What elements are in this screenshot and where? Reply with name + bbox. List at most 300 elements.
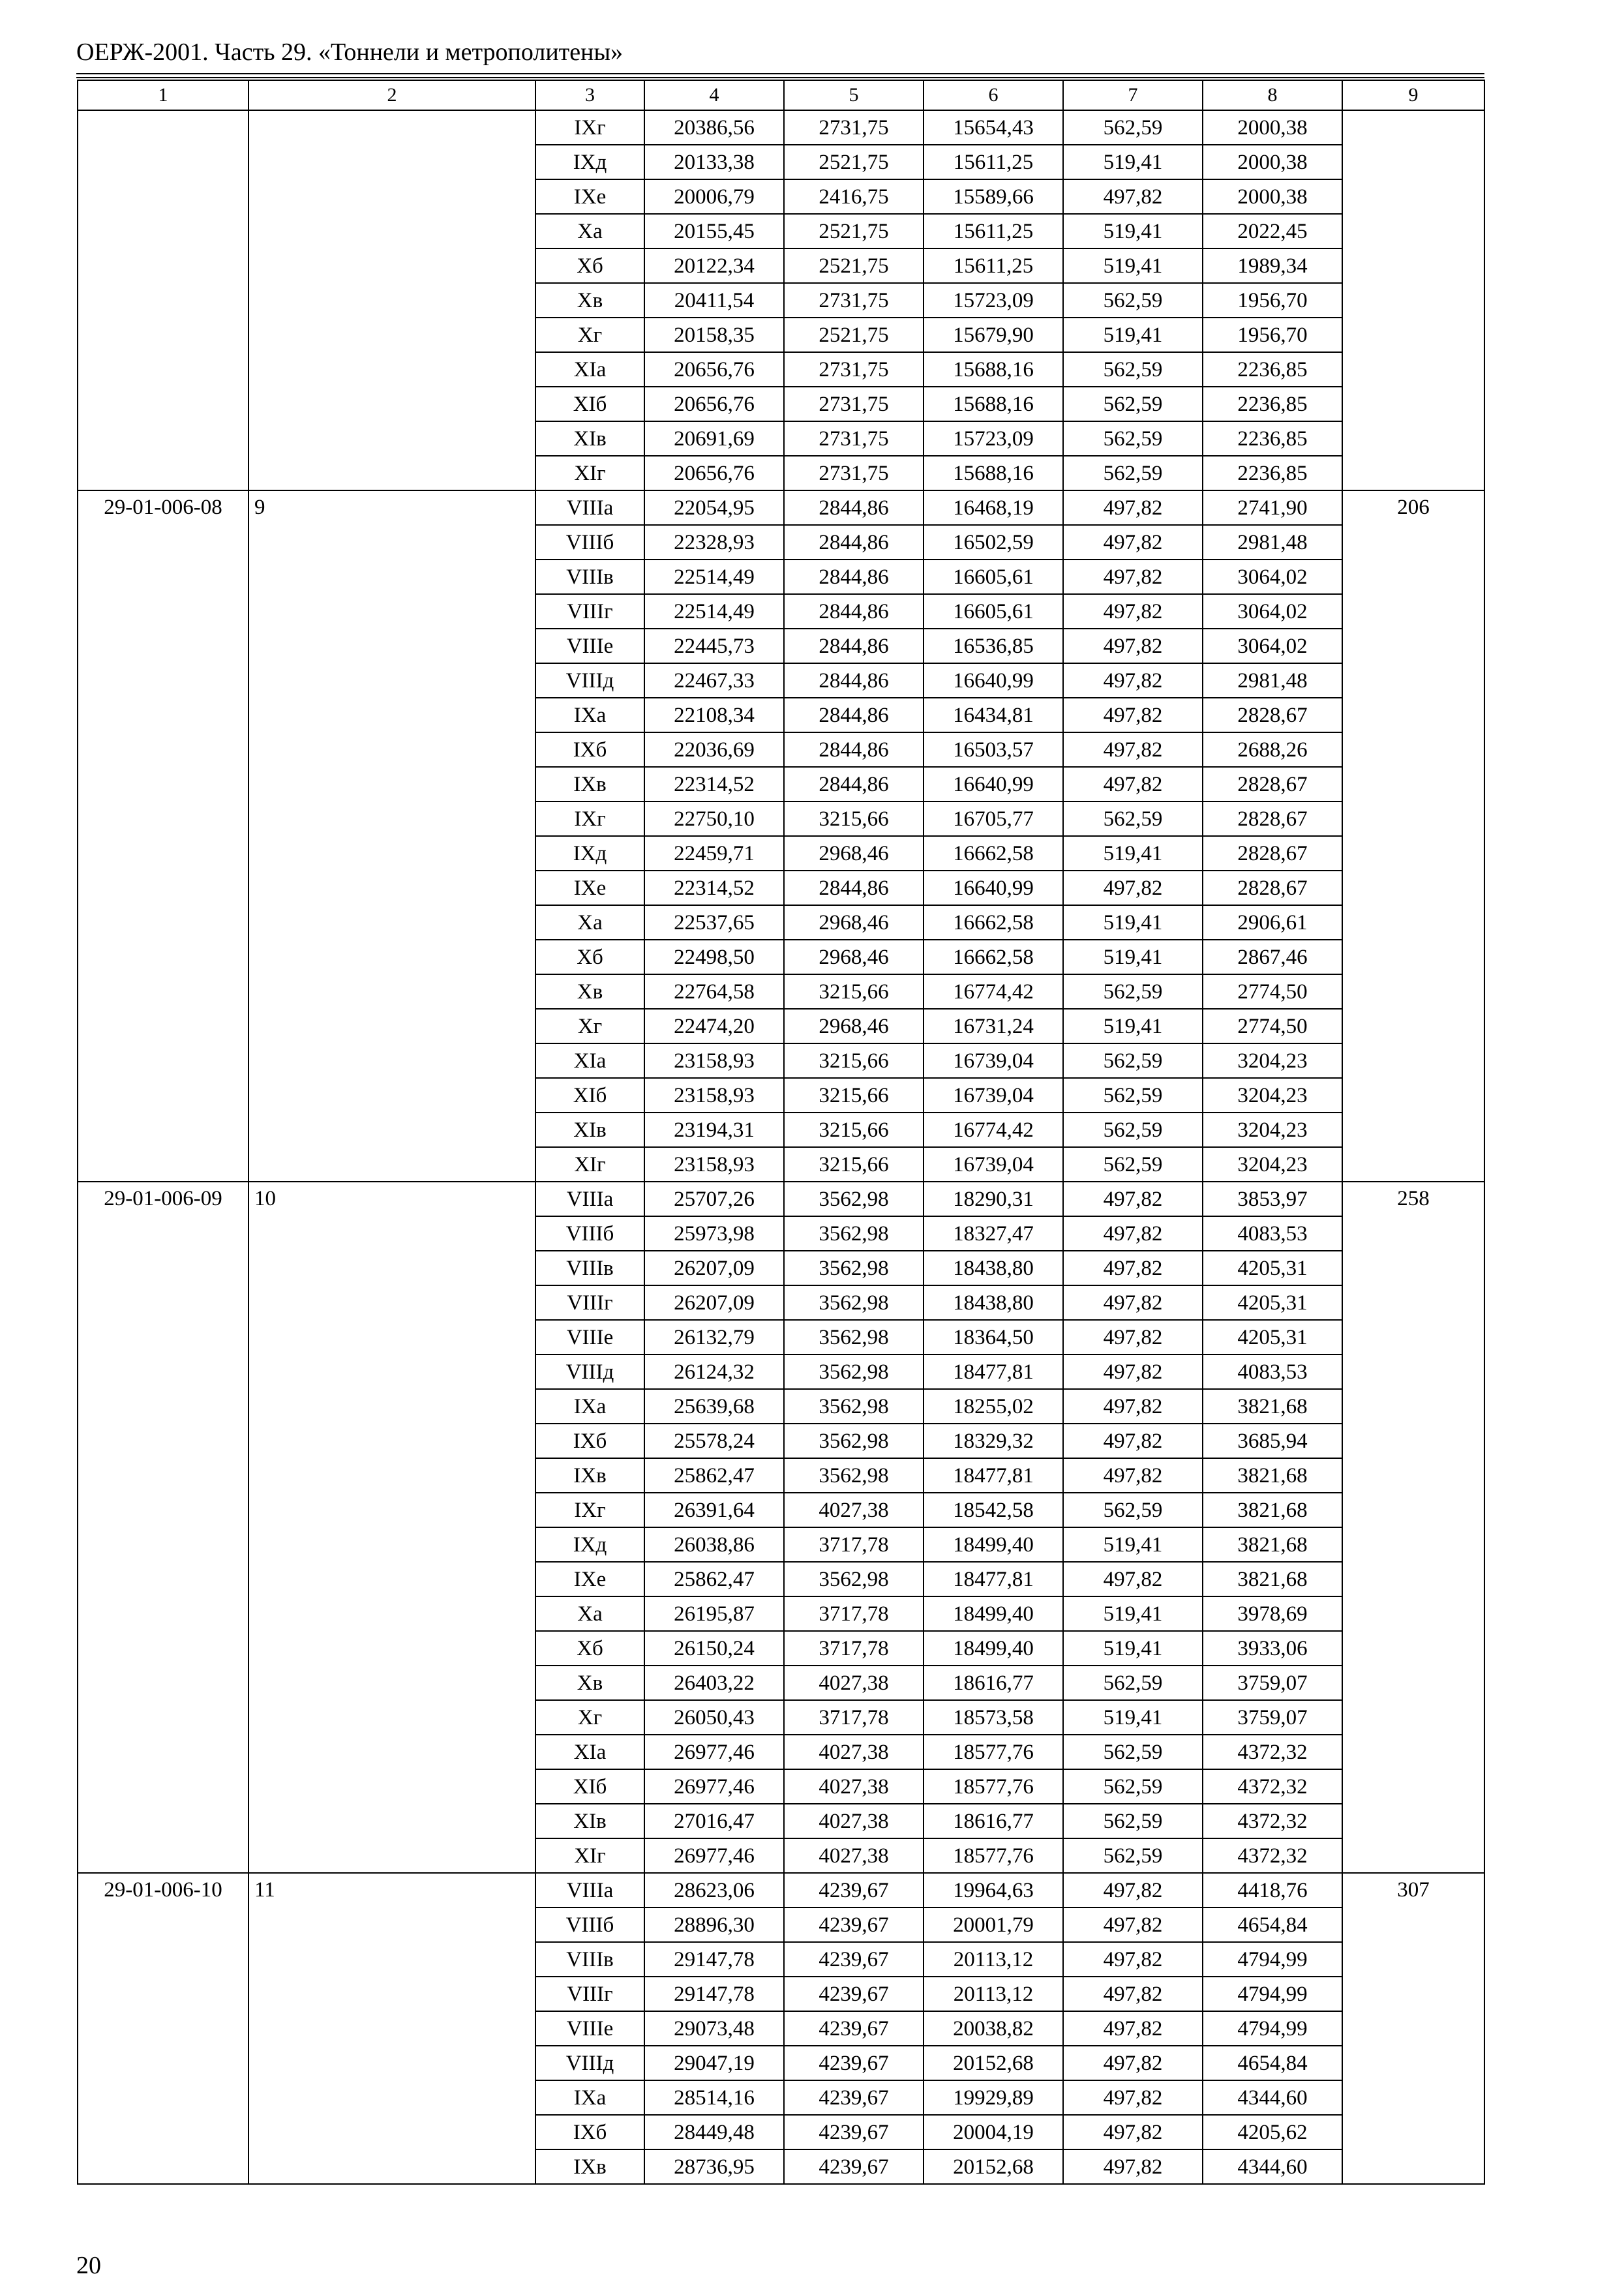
total-cost-cell: 22537,65	[644, 905, 784, 940]
total-cost-cell: 28896,30	[644, 1908, 784, 1942]
materials-cell: 4794,99	[1203, 1977, 1342, 2011]
operators-wages-cell: 497,82	[1063, 1354, 1203, 1389]
machines-cell: 16536,85	[924, 629, 1063, 663]
materials-cell: 2828,67	[1203, 871, 1342, 905]
machines-cell: 20038,82	[924, 2011, 1063, 2046]
category-cell: XIб	[535, 1078, 644, 1113]
wages-cell: 2968,46	[784, 836, 924, 871]
page-number: 20	[76, 2252, 101, 2279]
wages-cell: 3562,98	[784, 1285, 924, 1320]
machines-cell: 16774,42	[924, 974, 1063, 1009]
machines-cell: 18499,40	[924, 1631, 1063, 1666]
operators-wages-cell: 497,82	[1063, 698, 1203, 732]
wages-cell: 3562,98	[784, 1216, 924, 1251]
materials-cell: 3064,02	[1203, 560, 1342, 594]
materials-cell: 4083,53	[1203, 1216, 1342, 1251]
materials-cell: 2828,67	[1203, 767, 1342, 801]
column-2-cell	[248, 110, 535, 490]
machines-cell: 18577,76	[924, 1735, 1063, 1769]
wages-cell: 2416,75	[784, 179, 924, 214]
wages-cell: 2844,86	[784, 560, 924, 594]
column-number-5: 5	[784, 80, 924, 110]
materials-cell: 4418,76	[1203, 1873, 1342, 1908]
category-cell: VIIIб	[535, 1216, 644, 1251]
total-cost-cell: 26124,32	[644, 1354, 784, 1389]
operators-wages-cell: 497,82	[1063, 2011, 1203, 2046]
table-row	[78, 1873, 1484, 1908]
wages-cell: 4239,67	[784, 2080, 924, 2115]
machines-cell: 16662,58	[924, 905, 1063, 940]
wages-cell: 2731,75	[784, 421, 924, 456]
wages-cell: 3717,78	[784, 1700, 924, 1735]
total-cost-cell: 28623,06	[644, 1873, 784, 1908]
materials-cell: 2906,61	[1203, 905, 1342, 940]
wages-cell: 4027,38	[784, 1769, 924, 1804]
materials-cell: 4794,99	[1203, 2011, 1342, 2046]
category-cell: XIа	[535, 1043, 644, 1078]
machines-cell: 18477,81	[924, 1354, 1063, 1389]
category-cell: IXв	[535, 767, 644, 801]
wages-cell: 2731,75	[784, 387, 924, 421]
wages-cell: 3215,66	[784, 801, 924, 836]
operators-wages-cell: 562,59	[1063, 283, 1203, 318]
materials-cell: 3978,69	[1203, 1596, 1342, 1631]
wages-cell: 2844,86	[784, 767, 924, 801]
wages-cell: 3717,78	[784, 1596, 924, 1631]
machines-cell: 18290,31	[924, 1182, 1063, 1216]
operators-wages-cell: 497,82	[1063, 1977, 1203, 2011]
category-cell: Xг	[535, 318, 644, 352]
operators-wages-cell: 497,82	[1063, 629, 1203, 663]
category-cell: Xа	[535, 1596, 644, 1631]
machines-cell: 16662,58	[924, 836, 1063, 871]
total-cost-cell: 26132,79	[644, 1320, 784, 1354]
total-cost-cell: 25707,26	[644, 1182, 784, 1216]
materials-cell: 3064,02	[1203, 594, 1342, 629]
materials-cell: 3685,94	[1203, 1424, 1342, 1458]
machines-cell: 19964,63	[924, 1873, 1063, 1908]
category-cell: XIб	[535, 1769, 644, 1804]
wages-cell: 4239,67	[784, 2115, 924, 2149]
operators-wages-cell: 519,41	[1063, 905, 1203, 940]
total-cost-cell: 26977,46	[644, 1735, 784, 1769]
materials-cell: 3853,97	[1203, 1182, 1342, 1216]
wages-cell: 2844,86	[784, 594, 924, 629]
machines-cell: 20113,12	[924, 1977, 1063, 2011]
category-cell: VIIIа	[535, 490, 644, 525]
total-cost-cell: 27016,47	[644, 1804, 784, 1838]
wages-cell: 3562,98	[784, 1182, 924, 1216]
operators-wages-cell: 497,82	[1063, 1216, 1203, 1251]
materials-cell: 4205,31	[1203, 1285, 1342, 1320]
machines-cell: 20113,12	[924, 1942, 1063, 1977]
machines-cell: 16640,99	[924, 871, 1063, 905]
operators-wages-cell: 519,41	[1063, 1527, 1203, 1562]
operators-wages-cell: 497,82	[1063, 767, 1203, 801]
category-cell: IXв	[535, 2149, 644, 2184]
materials-cell: 2828,67	[1203, 836, 1342, 871]
category-cell: Xв	[535, 1666, 644, 1700]
operators-wages-cell: 497,82	[1063, 2080, 1203, 2115]
machines-cell: 16502,59	[924, 525, 1063, 560]
wages-cell: 3215,66	[784, 1043, 924, 1078]
materials-cell: 4344,60	[1203, 2149, 1342, 2184]
total-cost-cell: 28736,95	[644, 2149, 784, 2184]
materials-cell: 2236,85	[1203, 352, 1342, 387]
total-cost-cell: 20006,79	[644, 179, 784, 214]
operators-wages-cell: 497,82	[1063, 490, 1203, 525]
category-cell: IXе	[535, 179, 644, 214]
wages-cell: 3562,98	[784, 1458, 924, 1493]
total-cost-cell: 22108,34	[644, 698, 784, 732]
category-cell: IXб	[535, 2115, 644, 2149]
operators-wages-cell: 562,59	[1063, 352, 1203, 387]
category-cell: XIа	[535, 1735, 644, 1769]
machines-cell: 16739,04	[924, 1078, 1063, 1113]
category-cell: XIв	[535, 1804, 644, 1838]
category-cell: XIв	[535, 1113, 644, 1147]
materials-cell: 3064,02	[1203, 629, 1342, 663]
column-2-cell: 10	[248, 1182, 535, 1873]
materials-cell: 2828,67	[1203, 801, 1342, 836]
materials-cell: 3821,68	[1203, 1389, 1342, 1424]
category-cell: VIIIе	[535, 1320, 644, 1354]
operators-wages-cell: 497,82	[1063, 525, 1203, 560]
materials-cell: 2000,38	[1203, 145, 1342, 179]
category-cell: VIIIд	[535, 663, 644, 698]
category-cell: IXа	[535, 2080, 644, 2115]
wages-cell: 3562,98	[784, 1354, 924, 1389]
column-2-cell: 9	[248, 490, 535, 1182]
operators-wages-cell: 519,41	[1063, 836, 1203, 871]
wages-cell: 4027,38	[784, 1804, 924, 1838]
category-cell: VIIIг	[535, 1977, 644, 2011]
category-cell: VIIIв	[535, 560, 644, 594]
materials-cell: 2774,50	[1203, 974, 1342, 1009]
wages-cell: 3215,66	[784, 1078, 924, 1113]
materials-cell: 3759,07	[1203, 1700, 1342, 1735]
machines-cell: 18616,77	[924, 1666, 1063, 1700]
operators-wages-cell: 562,59	[1063, 387, 1203, 421]
column-2-cell: 11	[248, 1873, 535, 2184]
category-cell: VIIIе	[535, 629, 644, 663]
operators-wages-cell: 562,59	[1063, 1078, 1203, 1113]
category-cell: IXд	[535, 1527, 644, 1562]
category-cell: VIIIа	[535, 1873, 644, 1908]
materials-cell: 3204,23	[1203, 1078, 1342, 1113]
total-cost-cell: 26050,43	[644, 1700, 784, 1735]
materials-cell: 3204,23	[1203, 1147, 1342, 1182]
machines-cell: 15688,16	[924, 352, 1063, 387]
machines-cell: 18327,47	[924, 1216, 1063, 1251]
wages-cell: 3562,98	[784, 1562, 924, 1596]
machines-cell: 16640,99	[924, 767, 1063, 801]
machines-cell: 18499,40	[924, 1527, 1063, 1562]
machines-cell: 16503,57	[924, 732, 1063, 767]
category-cell: Xб	[535, 940, 644, 974]
wages-cell: 4239,67	[784, 2149, 924, 2184]
total-cost-cell: 20656,76	[644, 352, 784, 387]
materials-cell: 4372,32	[1203, 1838, 1342, 1873]
total-cost-cell: 22314,52	[644, 767, 784, 801]
wages-cell: 3562,98	[784, 1424, 924, 1458]
category-cell: XIв	[535, 421, 644, 456]
operators-wages-cell: 519,41	[1063, 1596, 1203, 1631]
total-cost-cell: 29073,48	[644, 2011, 784, 2046]
total-cost-cell: 23158,93	[644, 1043, 784, 1078]
operators-wages-cell: 562,59	[1063, 1043, 1203, 1078]
total-cost-cell: 29047,19	[644, 2046, 784, 2080]
total-cost-cell: 22750,10	[644, 801, 784, 836]
materials-cell: 4083,53	[1203, 1354, 1342, 1389]
wages-cell: 3717,78	[784, 1527, 924, 1562]
operators-wages-cell: 562,59	[1063, 1804, 1203, 1838]
operators-wages-cell: 497,82	[1063, 1424, 1203, 1458]
wages-cell: 3562,98	[784, 1251, 924, 1285]
rates-table	[77, 80, 1485, 2185]
column-number-row	[78, 80, 1484, 110]
column-number-8: 8	[1203, 80, 1342, 110]
machines-cell: 19929,89	[924, 2080, 1063, 2115]
category-cell: VIIIг	[535, 594, 644, 629]
materials-cell: 2828,67	[1203, 698, 1342, 732]
category-cell: IXа	[535, 698, 644, 732]
operators-wages-cell: 497,82	[1063, 2115, 1203, 2149]
wages-cell: 3215,66	[784, 1147, 924, 1182]
column-number-2: 2	[248, 80, 535, 110]
operators-wages-cell: 497,82	[1063, 594, 1203, 629]
machines-cell: 16468,19	[924, 490, 1063, 525]
materials-cell: 4205,31	[1203, 1320, 1342, 1354]
total-cost-cell: 22314,52	[644, 871, 784, 905]
rate-code-cell: 29-01-006-09	[78, 1182, 248, 1873]
category-cell: XIа	[535, 352, 644, 387]
category-cell: IXа	[535, 1389, 644, 1424]
wages-cell: 2844,86	[784, 525, 924, 560]
materials-cell: 4654,84	[1203, 2046, 1342, 2080]
wages-cell: 2731,75	[784, 283, 924, 318]
operators-wages-cell: 562,59	[1063, 110, 1203, 145]
machines-cell: 18499,40	[924, 1596, 1063, 1631]
wages-cell: 2731,75	[784, 110, 924, 145]
materials-cell: 4344,60	[1203, 2080, 1342, 2115]
labor-hours-cell	[1342, 110, 1484, 490]
category-cell: IXв	[535, 1458, 644, 1493]
total-cost-cell: 20155,45	[644, 214, 784, 248]
materials-cell: 2981,48	[1203, 525, 1342, 560]
total-cost-cell: 22054,95	[644, 490, 784, 525]
operators-wages-cell: 562,59	[1063, 801, 1203, 836]
wages-cell: 3562,98	[784, 1320, 924, 1354]
wages-cell: 2521,75	[784, 145, 924, 179]
materials-cell: 4205,62	[1203, 2115, 1342, 2149]
materials-cell: 3933,06	[1203, 1631, 1342, 1666]
header-rule-top	[76, 73, 1484, 74]
total-cost-cell: 20656,76	[644, 387, 784, 421]
category-cell: IXд	[535, 836, 644, 871]
column-number-3: 3	[535, 80, 644, 110]
machines-cell: 20152,68	[924, 2149, 1063, 2184]
column-number-4: 4	[644, 80, 784, 110]
total-cost-cell: 20133,38	[644, 145, 784, 179]
total-cost-cell: 26403,22	[644, 1666, 784, 1700]
materials-cell: 2000,38	[1203, 110, 1342, 145]
total-cost-cell: 23158,93	[644, 1078, 784, 1113]
category-cell: VIIIе	[535, 2011, 644, 2046]
machines-cell: 15723,09	[924, 283, 1063, 318]
wages-cell: 4239,67	[784, 1977, 924, 2011]
operators-wages-cell: 497,82	[1063, 1389, 1203, 1424]
category-cell: Xб	[535, 248, 644, 283]
total-cost-cell: 26150,24	[644, 1631, 784, 1666]
wages-cell: 4027,38	[784, 1838, 924, 1873]
operators-wages-cell: 519,41	[1063, 1700, 1203, 1735]
category-cell: VIIIб	[535, 525, 644, 560]
total-cost-cell: 25639,68	[644, 1389, 784, 1424]
machines-cell: 18577,76	[924, 1838, 1063, 1873]
total-cost-cell: 22445,73	[644, 629, 784, 663]
materials-cell: 2236,85	[1203, 387, 1342, 421]
machines-cell: 18542,58	[924, 1493, 1063, 1527]
wages-cell: 4239,67	[784, 2011, 924, 2046]
wages-cell: 3215,66	[784, 974, 924, 1009]
machines-cell: 16605,61	[924, 560, 1063, 594]
materials-cell: 2022,45	[1203, 214, 1342, 248]
labor-hours-cell: 307	[1342, 1873, 1484, 2184]
materials-cell: 2688,26	[1203, 732, 1342, 767]
wages-cell: 2968,46	[784, 940, 924, 974]
wages-cell: 4239,67	[784, 2046, 924, 2080]
category-cell: IXг	[535, 110, 644, 145]
category-cell: VIIIд	[535, 2046, 644, 2080]
operators-wages-cell: 497,82	[1063, 179, 1203, 214]
category-cell: Xа	[535, 214, 644, 248]
wages-cell: 2968,46	[784, 905, 924, 940]
wages-cell: 4027,38	[784, 1735, 924, 1769]
materials-cell: 3821,68	[1203, 1527, 1342, 1562]
rate-code-cell: 29-01-006-10	[78, 1873, 248, 2184]
materials-cell: 1989,34	[1203, 248, 1342, 283]
operators-wages-cell: 562,59	[1063, 1666, 1203, 1700]
wages-cell: 2844,86	[784, 698, 924, 732]
wages-cell: 2521,75	[784, 248, 924, 283]
operators-wages-cell: 497,82	[1063, 1562, 1203, 1596]
category-cell: VIIIг	[535, 1285, 644, 1320]
wages-cell: 4239,67	[784, 1873, 924, 1908]
machines-cell: 16605,61	[924, 594, 1063, 629]
wages-cell: 2521,75	[784, 214, 924, 248]
table-row	[78, 1182, 1484, 1216]
machines-cell: 16640,99	[924, 663, 1063, 698]
machines-cell: 18477,81	[924, 1562, 1063, 1596]
table-row	[78, 490, 1484, 525]
wages-cell: 2844,86	[784, 490, 924, 525]
column-number-1: 1	[78, 80, 248, 110]
operators-wages-cell: 562,59	[1063, 421, 1203, 456]
materials-cell: 4372,32	[1203, 1804, 1342, 1838]
machines-cell: 18364,50	[924, 1320, 1063, 1354]
machines-cell: 15723,09	[924, 421, 1063, 456]
total-cost-cell: 20386,56	[644, 110, 784, 145]
wages-cell: 4027,38	[784, 1493, 924, 1527]
materials-cell: 2774,50	[1203, 1009, 1342, 1043]
category-cell: Xг	[535, 1700, 644, 1735]
operators-wages-cell: 497,82	[1063, 1182, 1203, 1216]
total-cost-cell: 26207,09	[644, 1285, 784, 1320]
machines-cell: 16774,42	[924, 1113, 1063, 1147]
total-cost-cell: 22459,71	[644, 836, 784, 871]
materials-cell: 2741,90	[1203, 490, 1342, 525]
materials-cell: 3204,23	[1203, 1043, 1342, 1078]
labor-hours-cell: 206	[1342, 490, 1484, 1182]
total-cost-cell: 26977,46	[644, 1769, 784, 1804]
total-cost-cell: 22498,50	[644, 940, 784, 974]
total-cost-cell: 23158,93	[644, 1147, 784, 1182]
machines-cell: 16739,04	[924, 1147, 1063, 1182]
category-cell: Xв	[535, 974, 644, 1009]
column-number-9: 9	[1342, 80, 1484, 110]
materials-cell: 3204,23	[1203, 1113, 1342, 1147]
materials-cell: 3759,07	[1203, 1666, 1342, 1700]
wages-cell: 2844,86	[784, 732, 924, 767]
total-cost-cell: 22328,93	[644, 525, 784, 560]
total-cost-cell: 28449,48	[644, 2115, 784, 2149]
total-cost-cell: 22036,69	[644, 732, 784, 767]
operators-wages-cell: 519,41	[1063, 214, 1203, 248]
machines-cell: 20004,19	[924, 2115, 1063, 2149]
machines-cell: 20001,79	[924, 1908, 1063, 1942]
machines-cell: 15589,66	[924, 179, 1063, 214]
category-cell: Xб	[535, 1631, 644, 1666]
total-cost-cell: 20122,34	[644, 248, 784, 283]
operators-wages-cell: 497,82	[1063, 871, 1203, 905]
category-cell: XIг	[535, 1838, 644, 1873]
total-cost-cell: 26977,46	[644, 1838, 784, 1873]
category-cell: IXб	[535, 1424, 644, 1458]
operators-wages-cell: 562,59	[1063, 1735, 1203, 1769]
category-cell: XIг	[535, 456, 644, 490]
machines-cell: 15611,25	[924, 145, 1063, 179]
total-cost-cell: 22474,20	[644, 1009, 784, 1043]
operators-wages-cell: 497,82	[1063, 1942, 1203, 1977]
total-cost-cell: 29147,78	[644, 1942, 784, 1977]
category-cell: XIб	[535, 387, 644, 421]
total-cost-cell: 28514,16	[644, 2080, 784, 2115]
machines-cell: 16739,04	[924, 1043, 1063, 1078]
total-cost-cell: 22764,58	[644, 974, 784, 1009]
total-cost-cell: 23194,31	[644, 1113, 784, 1147]
category-cell: IXе	[535, 871, 644, 905]
total-cost-cell: 25578,24	[644, 1424, 784, 1458]
wages-cell: 4239,67	[784, 1908, 924, 1942]
total-cost-cell: 26195,87	[644, 1596, 784, 1631]
wages-cell: 4027,38	[784, 1666, 924, 1700]
machines-cell: 18616,77	[924, 1804, 1063, 1838]
machines-cell: 16731,24	[924, 1009, 1063, 1043]
materials-cell: 2981,48	[1203, 663, 1342, 698]
machines-cell: 18255,02	[924, 1389, 1063, 1424]
machines-cell: 15679,90	[924, 318, 1063, 352]
wages-cell: 3215,66	[784, 1113, 924, 1147]
materials-cell: 3821,68	[1203, 1493, 1342, 1527]
operators-wages-cell: 497,82	[1063, 1285, 1203, 1320]
machines-cell: 18477,81	[924, 1458, 1063, 1493]
machines-cell: 16434,81	[924, 698, 1063, 732]
category-cell: VIIIв	[535, 1251, 644, 1285]
operators-wages-cell: 562,59	[1063, 1113, 1203, 1147]
total-cost-cell: 22467,33	[644, 663, 784, 698]
machines-cell: 15611,25	[924, 214, 1063, 248]
